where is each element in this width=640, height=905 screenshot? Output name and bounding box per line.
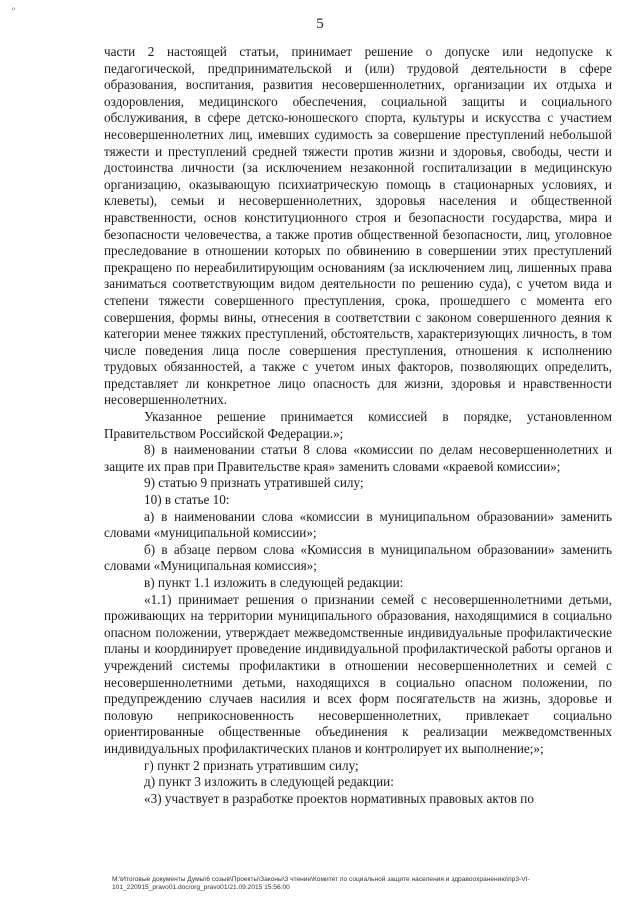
file-path-footer: M:\Итоговые документы Думы\6 созыв\Проекты\Законы\3 чтение\Комитет по социальной защите населения и здравоохранению\пр3-VI-101_220915_pravo01.doc/org_pravo01/21.09.2015 15:56:00 <box>112 876 530 891</box>
paragraph-item-10: 10) в статье 10: <box>144 492 230 508</box>
paragraph-item-9: 9) статью 9 признать утратившей силу; <box>144 475 364 491</box>
paragraph-subitem-d: д) пункт 3 изложить в следующей редакции: <box>144 774 394 790</box>
paragraph-decision-note: Указанное решение принимается комиссией в порядке, установленном Правительством Российской Федерации.»; <box>104 409 612 441</box>
paragraph-subitem-v: в) пункт 1.1 изложить в следующей редакции: <box>144 575 404 590</box>
paragraph-item-8: 8) в наименовании статьи 8 слова «комиссии по делам несовершеннолетних и защите их прав при Правительстве края» заменить словами «краевой комиссии»; <box>104 442 612 474</box>
corner-mark: º <box>12 6 16 17</box>
paragraph-quote-3: «3) участвует в разработке проектов нормативных правовых актов по <box>144 790 534 806</box>
paragraph-continuation: части 2 настоящей статьи, принимает решение о допуске или недопуске к педагогической, предпринимательской и (или) трудовой деятельности в сфере образования, воспитания, развития несовершеннолетних, организации их отдыха и оздоровления, медицинского обеспечения, социальной защиты и социального обслуживания, в сфере детско-юношеского спорта, культуры и искусства с участием несовершеннолетних лиц, имевших судимость за совершение преступлений небольшой тяжести и преступлений средней тяжести против жизни и здоровья, свободы, чести и достоинства личности (за исключением незаконной госпитализации в медицинскую организацию, оказывающую психиатрическую помощь в стационарных условиях, и клеветы), семьи и несовершеннолетних, здоровья населения и общественной нравственности, основ конституционного строя и безопасности государства, мира и безопасности человечества, а также против общественной безопасности, лиц, уголовное преследование в отношении которых по обвинению в совершении этих преступлений прекращено по нереабилитирующим основаниям (за исключением лиц, лишенных права заниматься соответствующим видом деятельности по решению суда), с учетом вида и степени тяжести совершенного преступления, срока, прошедшего с момента его совершения, формы вины, отнесения в соответствии с законом совершенного деяния к категории менее тяжких преступлений, обстоятельств, характеризующих личность, в том числе поведения лица после совершения преступления, отношения к исполнению трудовых обязанностей, а также с учетом иных факторов, позволяющих определить, представляет ли конкретное лицо опасность для жизни, здоровья и нравственности несовершеннолетних. <box>104 44 612 408</box>
paragraph-quote-1-1: «1.1) принимает решения о признании семей с несовершеннолетними детьми, проживающих на территории муниципального образования, находящимися в социально опасном положении, утверждает межведомственные индивидуальные профилактические планы и координирует проведение индивидуальной профилактической работы органов и учреждений системы профилактики в отношении несовершеннолетних и семей с несовершеннолетними детьми, находящихся в социально опасном положении, по предупреждению случаев насилия и всех форм посягательств на жизнь, здоровье и половую неприкосновенность несовершеннолетних, привлекает социально ориентированные общественные объединения к реализации межведомственных индивидуальных профилактических планов и контролирует их выполнение;»; <box>104 591 612 756</box>
paragraph-subitem-g: г) пункт 2 признать утратившим силу; <box>144 757 359 773</box>
page-number: 5 <box>316 16 324 32</box>
paragraph-subitem-a: а) в наименовании слова «комиссии в муниципальном образовании» заменить словами «муниципальной комиссии»; <box>104 508 612 541</box>
document-body <box>104 44 612 807</box>
paragraph-subitem-b: б) в абзаце первом слова «Комиссия в муниципальном образовании» заменить словами «Муниципальная комиссия»; <box>104 541 612 574</box>
